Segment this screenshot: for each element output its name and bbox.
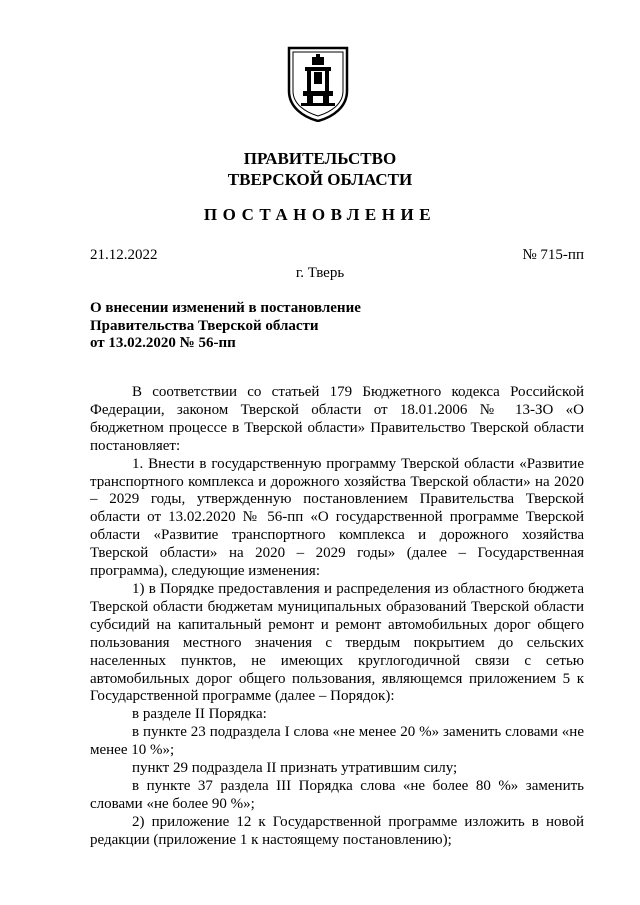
subject-line: Правительства Тверской области	[90, 317, 319, 334]
body-paragraph: в разделе II Порядка:	[132, 706, 267, 723]
body-paragraph: в пункте 37 раздела III Порядка слова «не более 80 %» заменить словами «не более 90 %»;	[90, 777, 584, 812]
document-city: г. Тверь	[295, 265, 345, 281]
document-subject	[90, 300, 361, 353]
document-body	[90, 384, 584, 850]
document-type-title: ПОСТАНОВЛЕНИЕ	[203, 205, 437, 224]
body-paragraph: В соответствии со статьей 179 Бюджетного кодекса Российской Федерации, законом Тверской области от 18.01.2006 № 13-ЗО «О бюджетном процессе в Тверской области» Правительство Тверской области постановляет:	[90, 384, 584, 454]
government-name-line2: ТВЕРСКОЙ ОБЛАСТИ	[227, 170, 413, 189]
subject-line: от 13.02.2020 № 56-пп	[90, 335, 236, 351]
government-name-line1: ПРАВИТЕЛЬСТВО	[243, 149, 397, 168]
document-number: № 715-пп	[522, 247, 584, 263]
body-paragraph: 2) приложение 12 к Государственной программе изложить в новой редакции (приложение 1 к настоящему постановлению);	[90, 813, 584, 848]
subject-line: О внесении изменений в постановление	[90, 300, 361, 316]
body-paragraph: пункт 29 подраздела II признать утратившим силу;	[132, 760, 458, 777]
body-paragraph: 1. Внести в государственную программу Тверской области «Развитие транспортного комплекса и дорожного хозяйства Тверской области» на 2020 – 2029 годы, утвержденную постановлением Правительства Тверской области от 13.02.2020 № 56-пп «О государственной программе Тверской области «Развитие транспортного комплекса и дорожного хозяйства Тверской области» на 2020 – 2029 годы» (далее – Государственная программа), следующие изменения:	[90, 455, 584, 580]
document-date: 21.12.2022	[90, 247, 158, 263]
coat-of-arms-emblem	[285, 45, 351, 122]
body-paragraph: в пункте 23 подраздела I слова «не менее 20 %» заменить словами «не менее 10 %»;	[90, 724, 584, 759]
body-paragraph: 1) в Порядке предоставления и распределения из областного бюджета Тверской области бюджетам муниципальных образований Тверской области субсидий на капитальный ремонт и ремонт автомобильных дорог общего пользования местного значения с твердым покрытием до сельских населенных пунктов, не имеющих круглогодичной связи с сетью автомобильных дорог общего пользования, являющемся приложением 5 к Государственной программе (далее – Порядок):	[90, 580, 584, 705]
